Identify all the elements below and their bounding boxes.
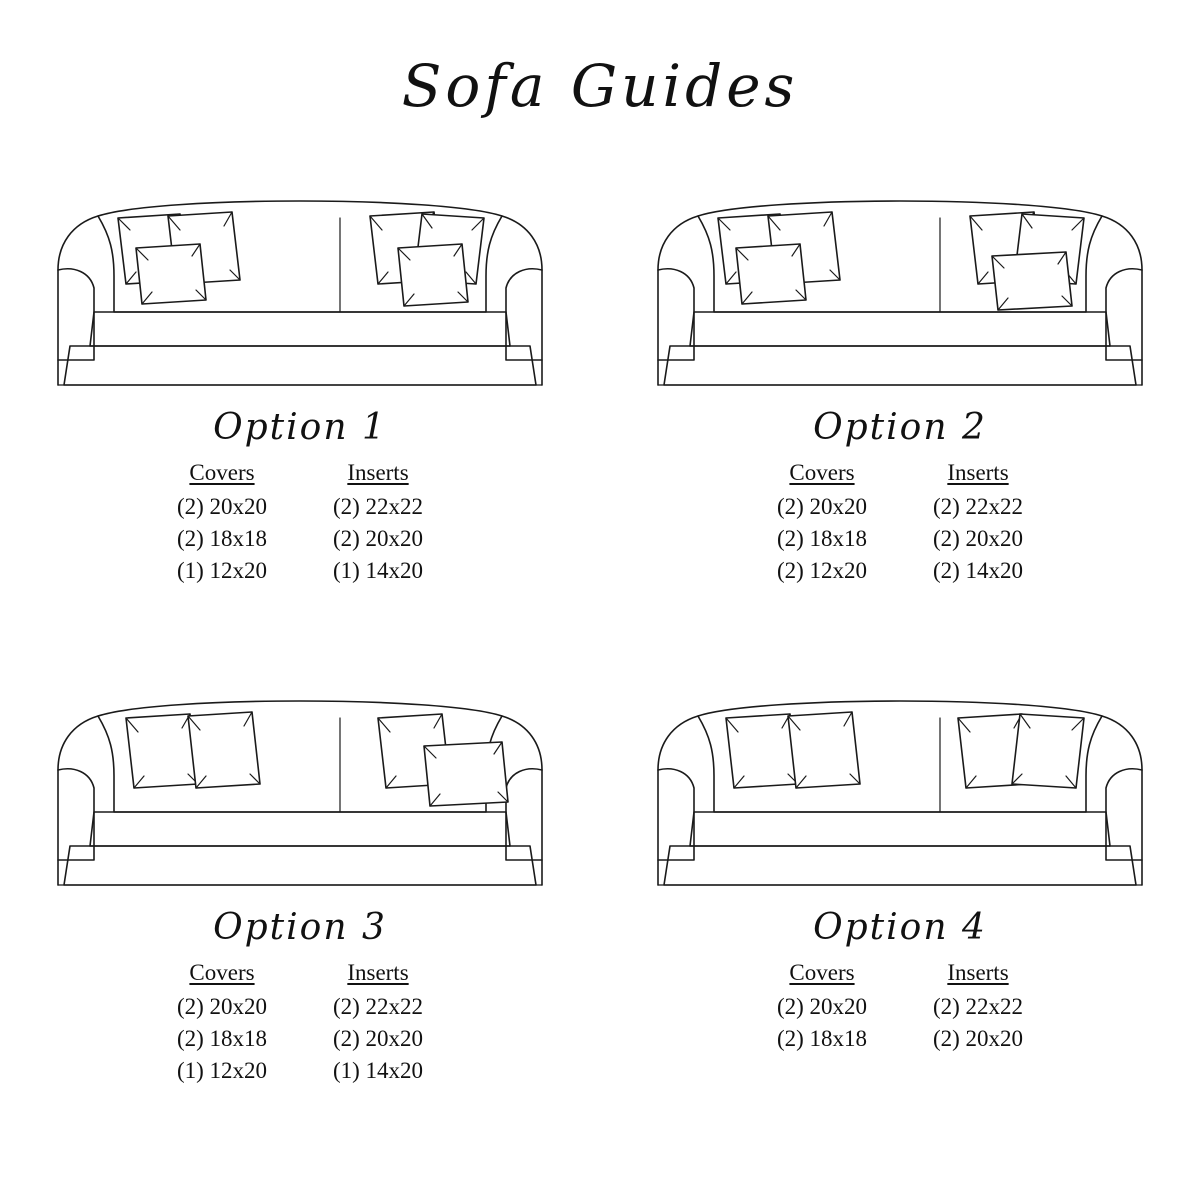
- sofa-drawing: [40, 660, 560, 890]
- pillow-size-table: [747, 960, 1053, 1052]
- table-cell-insert: (1) 14x20: [332, 1058, 424, 1083]
- sofa-drawing: [640, 660, 1160, 890]
- table-header-inserts: Inserts: [347, 960, 409, 985]
- option-label: Option 2: [813, 407, 987, 448]
- pillow-size-table: [747, 460, 1053, 584]
- table-cell-cover: (2) 18x18: [176, 1026, 268, 1051]
- table-cell-cover: (2) 18x18: [176, 526, 268, 551]
- pillow-size-table: [147, 960, 453, 1084]
- table-cell-insert: (2) 20x20: [932, 526, 1024, 551]
- table-cell-insert: (2) 20x20: [332, 526, 424, 551]
- table-header-covers: Covers: [189, 960, 255, 985]
- table-cell-insert: (2) 22x22: [932, 494, 1024, 519]
- table-cell-cover: (2) 18x18: [776, 526, 868, 551]
- table-header-covers: Covers: [789, 960, 855, 985]
- table-cell-insert: (2) 22x22: [932, 994, 1024, 1019]
- table-cell-cover: (1) 12x20: [176, 558, 268, 583]
- sofa-drawing: [40, 160, 560, 390]
- table-header-inserts: Inserts: [947, 460, 1009, 485]
- table-cell-insert: (2) 20x20: [932, 1026, 1024, 1051]
- sofa-illustration-3: [20, 660, 580, 890]
- table-cell-cover: (2) 18x18: [776, 1026, 868, 1051]
- option-label: Option 4: [813, 907, 987, 948]
- sofa-illustration-4: [620, 660, 1180, 890]
- option-card-1: [0, 160, 600, 660]
- table-cell-insert: (2) 14x20: [932, 558, 1024, 583]
- page-title: Sofa Guides: [401, 52, 799, 120]
- table-cell-insert: (1) 14x20: [332, 558, 424, 583]
- option-card-2: [600, 160, 1200, 660]
- sofa-illustration-1: [20, 160, 580, 390]
- option-label: Option 3: [213, 907, 387, 948]
- table-header-covers: Covers: [189, 460, 255, 485]
- table-header-inserts: Inserts: [347, 460, 409, 485]
- table-cell-cover: (2) 20x20: [776, 494, 868, 519]
- table-cell-cover: (2) 12x20: [776, 558, 868, 583]
- sofa-illustration-2: [620, 160, 1180, 390]
- table-cell-insert: (2) 20x20: [332, 1026, 424, 1051]
- option-card-4: [600, 660, 1200, 1160]
- table-header-covers: Covers: [789, 460, 855, 485]
- option-label: Option 1: [213, 407, 387, 448]
- table-cell-insert: (2) 22x22: [332, 494, 424, 519]
- table-cell-insert: (2) 22x22: [332, 994, 424, 1019]
- table-cell-cover: (2) 20x20: [776, 994, 868, 1019]
- sofa-drawing: [640, 160, 1160, 390]
- options-grid: [0, 160, 1200, 1200]
- table-cell-cover: (1) 12x20: [176, 1058, 268, 1083]
- table-cell-cover: (2) 20x20: [176, 494, 268, 519]
- table-header-inserts: Inserts: [947, 960, 1009, 985]
- option-card-3: [0, 660, 600, 1160]
- table-cell-cover: (2) 20x20: [176, 994, 268, 1019]
- pillow-size-table: [147, 460, 453, 584]
